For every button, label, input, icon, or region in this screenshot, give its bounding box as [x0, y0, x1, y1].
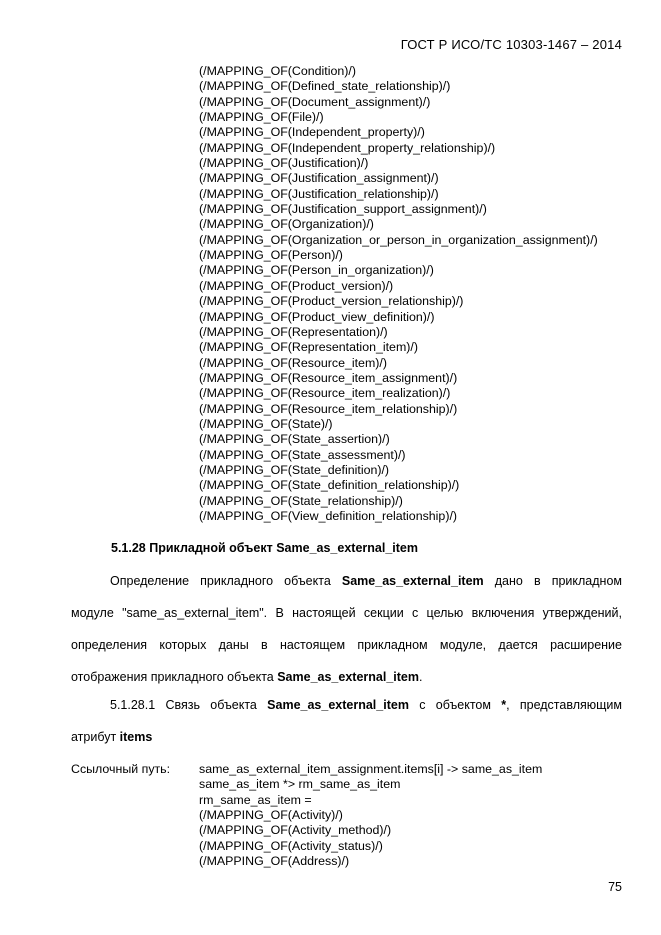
- reference-path-lines: [199, 762, 542, 869]
- paragraph-line: определения которых даны в настоящем прикладном модуле, дается расширение: [71, 638, 622, 652]
- reference-path-line: (/MAPPING_OF(Activity_method)/): [199, 823, 392, 838]
- target-object: *: [501, 698, 507, 712]
- reference-path-line: (/MAPPING_OF(Activity)/): [199, 808, 343, 823]
- mapping-line: (/MAPPING_OF(File)/): [199, 110, 324, 125]
- mapping-list: [199, 64, 598, 524]
- mapping-line: (/MAPPING_OF(State)/): [199, 416, 333, 431]
- paragraph-line: атрибут items: [71, 730, 153, 744]
- mapping-line: (/MAPPING_OF(Condition)/): [199, 64, 356, 78]
- paragraph-link: [71, 698, 622, 745]
- reference-path-line: (/MAPPING_OF(Address)/): [199, 854, 350, 869]
- mapping-line: (/MAPPING_OF(State_definition_relationship)/): [199, 478, 460, 493]
- page-number: 75: [608, 880, 622, 894]
- mapping-line: (/MAPPING_OF(Resource_item)/): [199, 355, 387, 370]
- mapping-line: (/MAPPING_OF(Justification_support_assignment)/): [199, 202, 487, 217]
- paragraph-definition: [71, 574, 622, 685]
- mapping-line: (/MAPPING_OF(Justification_assignment)/): [199, 171, 439, 186]
- document-header: ГОСТ Р ИСО/ТС 10303-1467 – 2014: [400, 37, 622, 52]
- paragraph-line: Определение прикладного объекта Same_as_external_item дано в прикладном: [110, 574, 622, 588]
- mapping-line: (/MAPPING_OF(Organization_or_person_in_organization_assignment)/): [199, 232, 598, 247]
- mapping-line: (/MAPPING_OF(Resource_item_assignment)/): [199, 370, 458, 385]
- reference-path-line: same_as_external_item_assignment.items[i] -> same_as_item: [199, 762, 543, 776]
- mapping-line: (/MAPPING_OF(State_assertion)/): [199, 432, 390, 447]
- section-title: 5.1.28 Прикладной объект Same_as_external_item: [111, 541, 418, 555]
- mapping-line: (/MAPPING_OF(State_definition)/): [199, 462, 390, 477]
- mapping-line: (/MAPPING_OF(Independent_property)/): [199, 125, 425, 140]
- reference-path-line: rm_same_as_item =: [199, 792, 312, 807]
- mapping-line: (/MAPPING_OF(Representation_item)/): [199, 340, 418, 355]
- mapping-line: (/MAPPING_OF(Document_assignment)/): [199, 94, 431, 109]
- mapping-line: (/MAPPING_OF(Product_version_relationship)/): [199, 294, 464, 309]
- mapping-line: (/MAPPING_OF(Justification_relationship)/): [199, 186, 439, 201]
- mapping-line: (/MAPPING_OF(Resource_item_realization)/): [199, 386, 451, 401]
- paragraph-line: модуле "same_as_external_item". В настоящей секции с целью включения утверждений,: [71, 606, 622, 620]
- mapping-line: (/MAPPING_OF(Person)/): [199, 248, 343, 263]
- reference-path-line: (/MAPPING_OF(Activity_status)/): [199, 838, 383, 853]
- object-name: Same_as_external_item: [277, 670, 419, 684]
- object-name: Same_as_external_item: [267, 698, 409, 712]
- mapping-line: (/MAPPING_OF(State_assessment)/): [199, 447, 406, 462]
- mapping-line: (/MAPPING_OF(Representation)/): [199, 324, 388, 339]
- reference-path-line: same_as_item *> rm_same_as_item: [199, 777, 401, 792]
- mapping-line: (/MAPPING_OF(Defined_state_relationship)/): [199, 79, 451, 94]
- mapping-line: (/MAPPING_OF(Person_in_organization)/): [199, 263, 434, 278]
- mapping-line: (/MAPPING_OF(Independent_property_relationship)/): [199, 140, 496, 155]
- object-name: Same_as_external_item: [341, 574, 484, 588]
- paragraph-line: 5.1.28.1 Связь объекта Same_as_external_item с объектом *, представляющим: [110, 698, 622, 712]
- paragraph-line: отображения прикладного объекта Same_as_external_item.: [71, 670, 423, 684]
- mapping-line: (/MAPPING_OF(Resource_item_relationship)/): [199, 401, 458, 416]
- mapping-line: (/MAPPING_OF(Justification)/): [199, 156, 369, 171]
- mapping-line: (/MAPPING_OF(Product_version)/): [199, 278, 394, 293]
- mapping-line: (/MAPPING_OF(Product_view_definition)/): [199, 309, 435, 324]
- mapping-line: (/MAPPING_OF(View_definition_relationship)/): [199, 508, 458, 523]
- mapping-line: (/MAPPING_OF(State_relationship)/): [199, 493, 403, 508]
- reference-path-label: Ссылочный путь:: [71, 762, 171, 776]
- attribute-name: items: [119, 730, 153, 744]
- mapping-line: (/MAPPING_OF(Organization)/): [199, 217, 374, 232]
